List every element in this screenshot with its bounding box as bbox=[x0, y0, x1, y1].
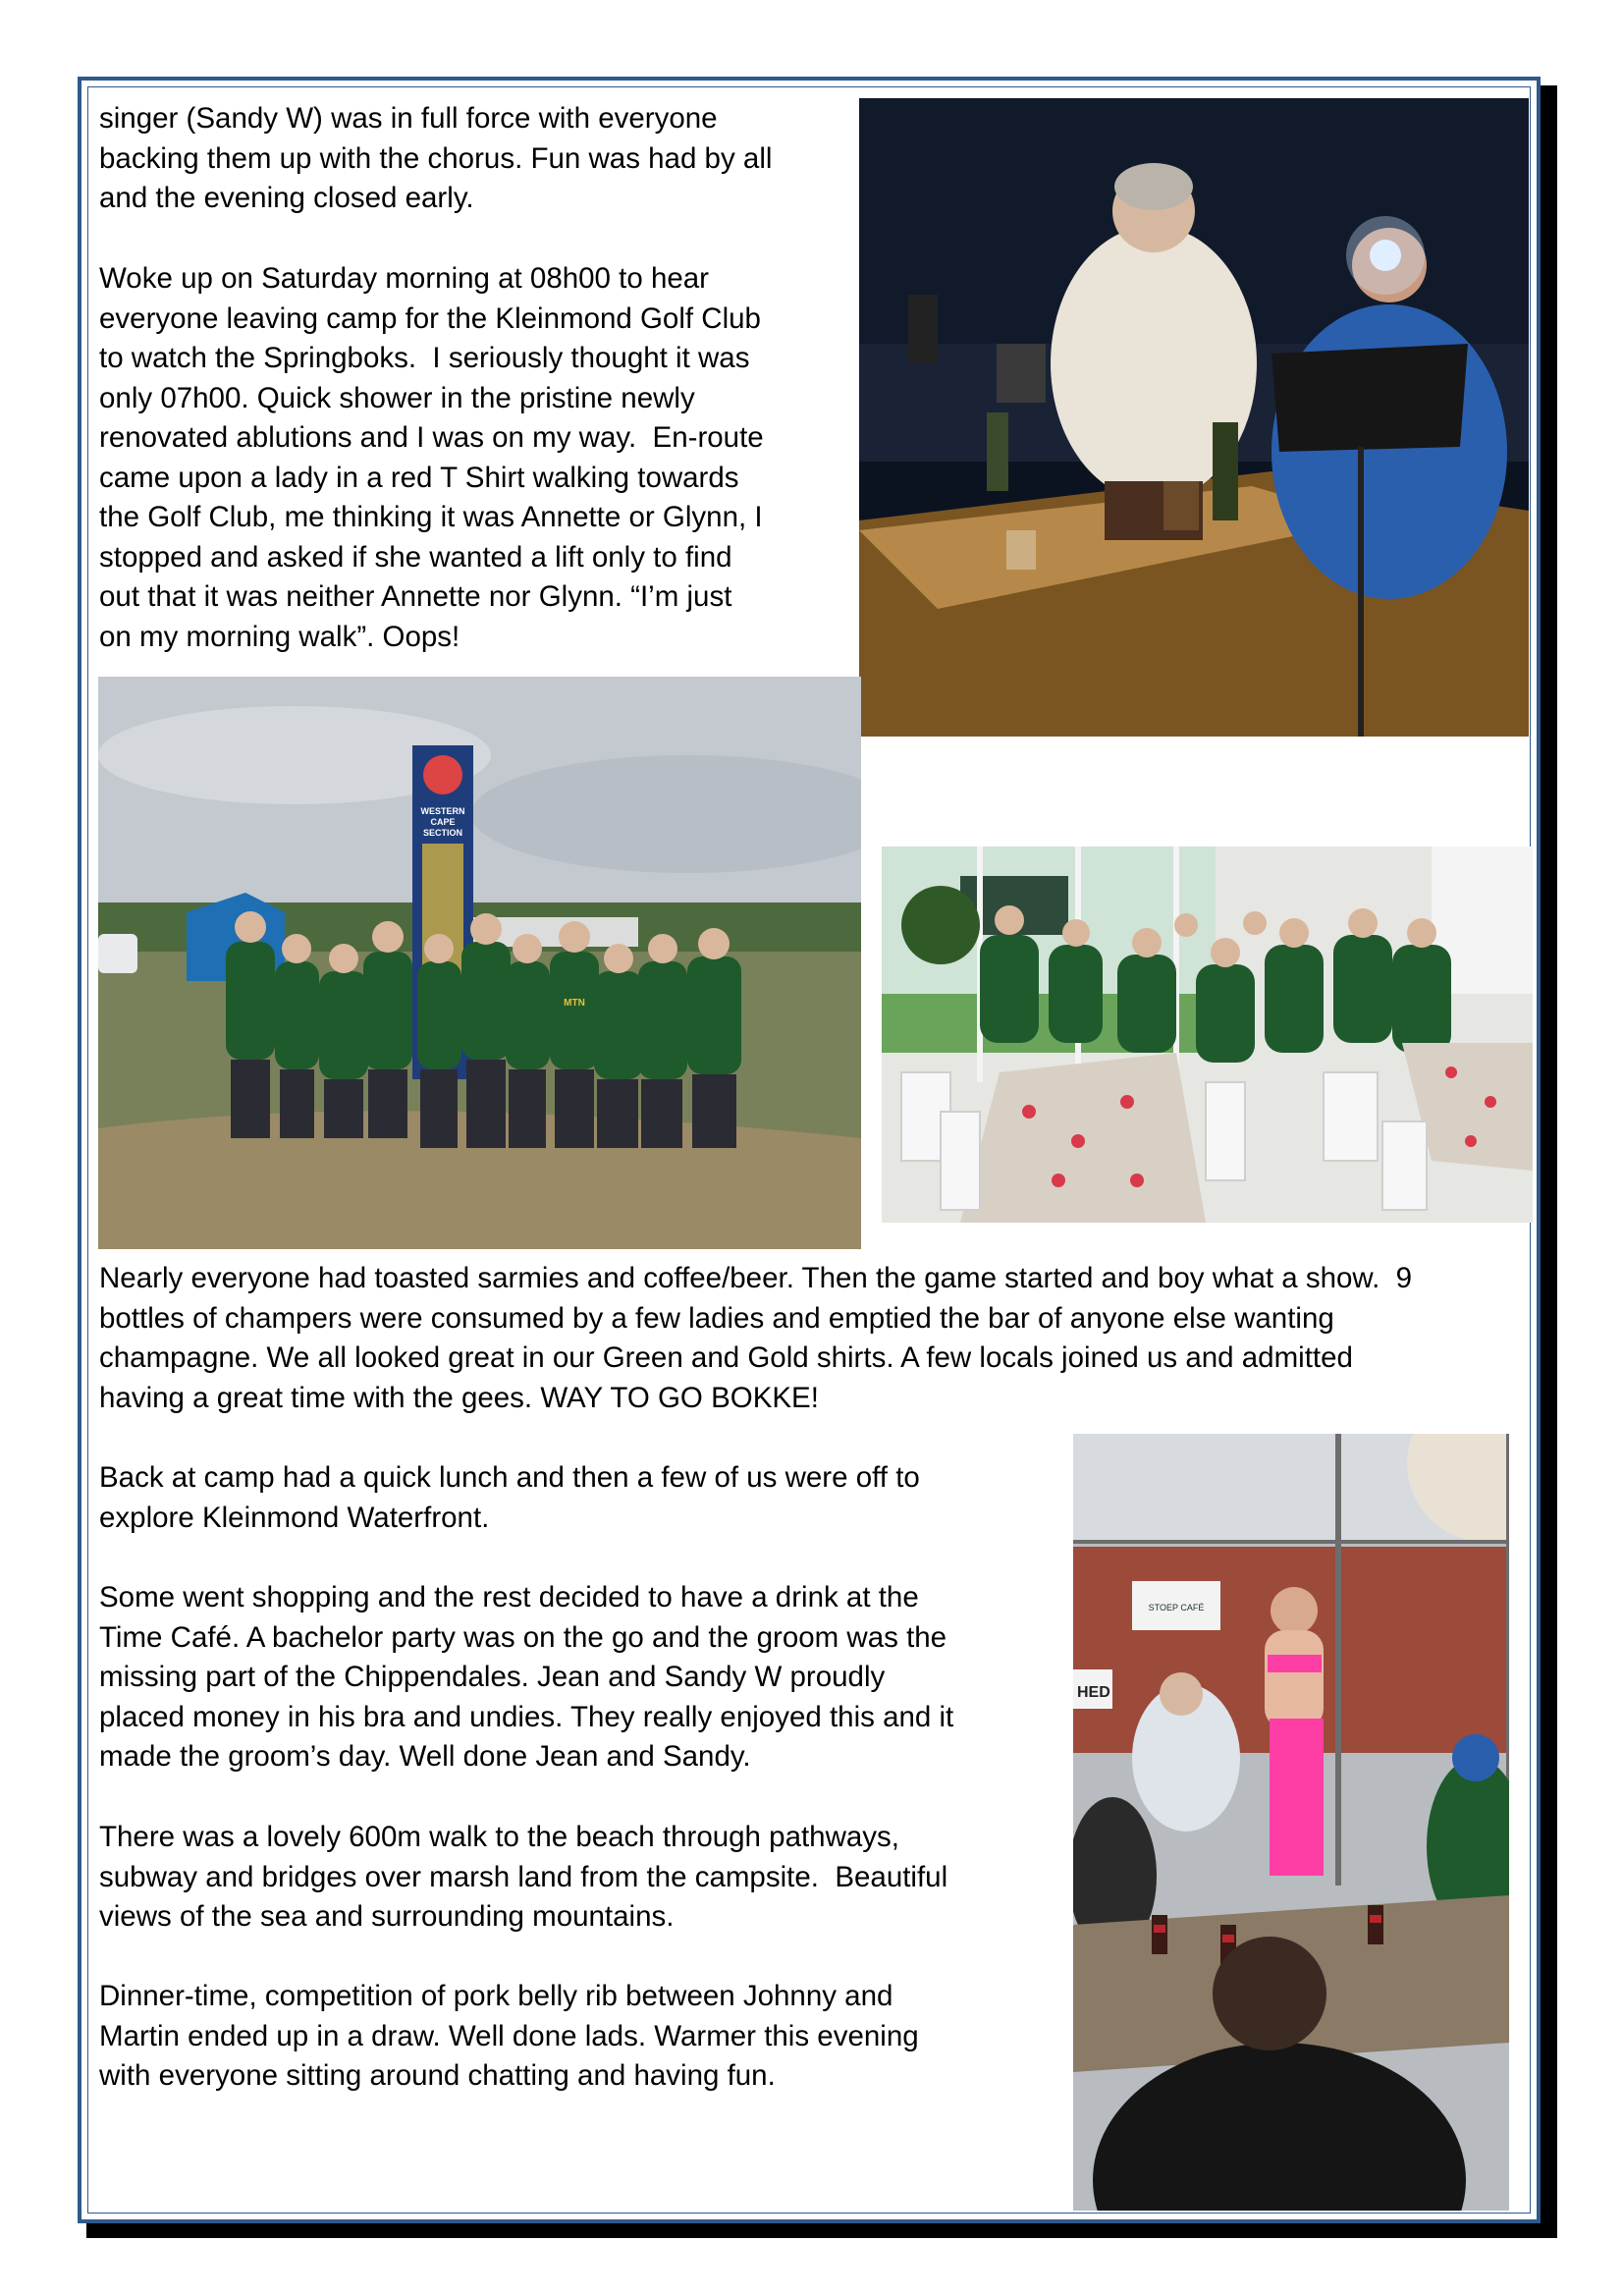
paragraph-beach-walk: There was a lovely 600m walk to the beach through pathways, subway and bridges over marsh land from the campsite. Beautiful views of the sea and surrounding mountains. bbox=[99, 1821, 948, 1933]
paragraph-saturday-morning: Woke up on Saturday morning at 08h00 to hear everyone leaving camp for the Kleinmond Golf Club to watch the Springboks. I seriously thought it was only 07h00. Quick shower in the pristine newly renovated ablutions and I was on my way. En-route came upon a lady in a red T Shirt walking towards the Golf Club, me thinking it was Annette or Glynn, I stopped and asked if she wanted a lift only to find out that it was neither Annette nor Glynn. “I’m just on my morning walk”. Oops! bbox=[99, 262, 764, 653]
photo-night-singing bbox=[859, 98, 1529, 737]
shop-sign-text: HED bbox=[1077, 1684, 1110, 1701]
paragraph-back-at-camp: Back at camp had a quick lunch and then a few of us were off to explore Kleinmond Waterfront. bbox=[99, 1461, 920, 1534]
banner-text-line-2: CAPE bbox=[430, 817, 456, 827]
photo-cafe-bachelor-party bbox=[1073, 1434, 1509, 2211]
banner-text-line-1: WESTERN bbox=[420, 806, 465, 816]
photo-group-banner bbox=[98, 677, 861, 1249]
cafe-sign-text: STOEP CAFÉ bbox=[1148, 1603, 1205, 1613]
paragraph-dinner-time: Dinner-time, competition of pork belly rib between Johnny and Martin ended up in a draw. Well done lads. Warmer this evening with everyone sitting around chatting and having fun. bbox=[99, 1980, 919, 2092]
paragraph-campfire-singing: singer (Sandy W) was in full force with everyone backing them up with the chorus. Fun was had by all and the evening closed early. bbox=[99, 102, 773, 214]
photo-golf-club-celebration bbox=[882, 847, 1533, 1223]
shirt-text: MTN bbox=[564, 998, 585, 1009]
banner-text-line-3: SECTION bbox=[422, 828, 463, 838]
paragraph-golf-club-game: Nearly everyone had toasted sarmies and coffee/beer. Then the game started and boy what a show. 9 bottles of champers were consumed by a few ladies and emptied the bar of anyone else wanting champagne. We all looked great in our Green and Gold shirts. A few locals joined us and admitted having a great time with the gees. WAY TO GO BOKKE! bbox=[99, 1262, 1413, 1414]
paragraph-time-cafe: Some went shopping and the rest decided to have a drink at the Time Café. A bachelor party was on the go and the groom was the missing part of the Chippendales. Jean and Sandy W proudly placed money in his bra and undies. They really enjoyed this and it made the groom’s day. Well done Jean and Sandy. bbox=[99, 1581, 954, 1773]
